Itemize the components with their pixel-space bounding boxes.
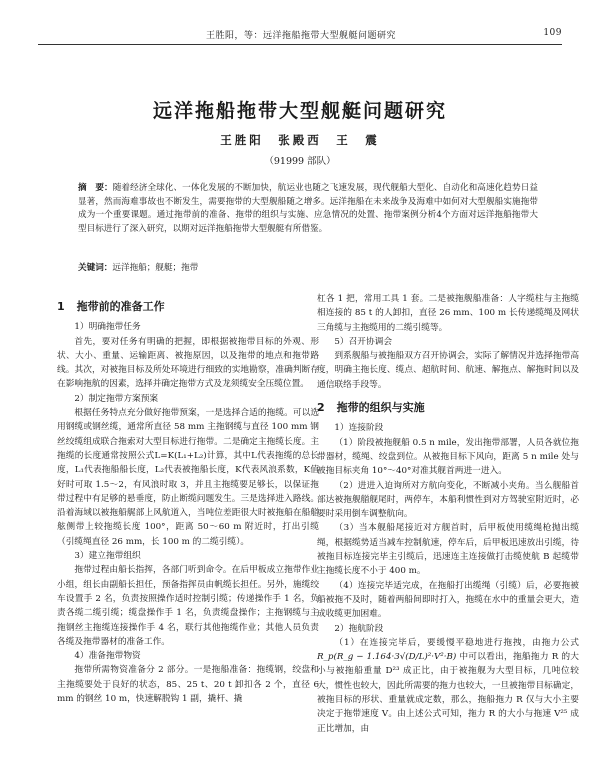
subsection-title: 1）明确拖带任务 (74, 322, 141, 333)
abstract (78, 182, 538, 236)
abstract-label: 摘 要： (78, 183, 113, 193)
subsection-title: 3）建立拖带组织 (74, 551, 141, 562)
running-title: 王胜阳，等：远洋拖船拖带大型舰艇问题研究 (205, 31, 396, 41)
paragraph: 杠各 1 把，常用工具 1 套。二是被拖舰船准备：人字缆柱与主拖缆相连接的 85 t 的人卸扣，直径 26 mm、100 m 长传递缆绳及网状三角缆与主拖缆用的二缆引缆等。 (317, 294, 579, 333)
authors: 王胜阳 张殿西 王 震 (220, 133, 380, 147)
paragraph: （1）在连接完毕后，要缓慢平稳地进行拖拽，由拖力公式 R_p(R_g − 1.164·3√(D/L)²·V²·B) 中可以看出，拖船拖力 R 的大小与被拖船重量 D²³ 成正比，由于被拖舰为大型目标，几吨位较大，惯性也较大，因此所需要的拖力也较大，一旦被拖带目标确定，被拖目标的形状、重量就成定数，那么，拖船拖力 R 仅与大小主要决定于拖带速度 V。由上述公式可知，拖力 R 的大小与拖速 V²⁵ 成正比增加，由 (317, 637, 579, 734)
subsection-title: 1）连接阶段 (334, 423, 384, 434)
running-header (40, 28, 562, 44)
paper-title: 远洋拖船拖带大型舰艇问题研究 (152, 100, 447, 122)
page-number: 109 (543, 28, 562, 38)
subsection-title: 5）召开协调会 (334, 336, 393, 347)
section-heading-1: 1 拖带前的准备工作 (57, 300, 165, 313)
header-rule (38, 44, 562, 45)
abstract-text: 随着经济全球化、一体化发展的不断加快，航运业也随之飞速发展，现代舰船大型化、自动化和高速化趋势日益显著，然而海难事故也不断发生，需要拖带的大型舰船随之增多。远洋拖船在未来战争及海难中如何对大型舰船实施拖带成为一个重要课题。通过拖带前的准备、拖带的组织与实施、应急情况的处置、拖带案例分析4个方面对远洋拖船拖带大型目标进行了深入研究，以期对远洋拖船拖带大型舰艇有所借鉴。 (78, 183, 538, 234)
affiliation: （91999 部队） (264, 156, 336, 167)
list-item: （4）连接完毕适完成，在拖船打出缆绳（引缆）后，必要拖被船被拖不及时，随着两船间即时打入，拖缆在水中的重量会更大，造成收缆更加困难。 (317, 580, 579, 620)
paragraph: 拖带过程由船长指挥，各部门听到命令。在后甲板成立拖带作业小组，组长由副船长担任，预备指挥员由帆缆长担任。另外，施缆绞车设置手 2 名，负责按照操作适时控制引缆；传递操作手 1 名，负责各缆二缆引缆；缆盘操作手 1 名，负责缆盘操作；主拖钢缆与主拖钢丝主拖缆连接操作手 4 名，联行其他拖缆作业；其他人员负责各缆及拖带器材的准备工作。 (57, 565, 319, 647)
subsection-title: 4）准备拖带物资 (74, 651, 141, 662)
list-item: （3）当本舰船尾接近对方舰首时，后甲板使用缆绳枪抛出缆绳，根据缆势适当减车控制航速，停车后，后甲板迅速放出引缆，待被拖目标连接完毕主引缆后，迅速连主连接做打击缆使航 B 起缆带主拖缆长度不小于 400 m。 (317, 523, 579, 577)
subsection-title: 2）拖航阶段 (334, 623, 384, 634)
keywords-label: 关键词： (78, 263, 113, 273)
formula: R_p(R_g − 1.164·3√(D/L)²·V²·B) (317, 652, 457, 663)
paragraph: 首先，要对任务有明确的把握，即根据被拖带目标的外观、形状、大小、重量、运输距离、被拖原因，以及拖带的地点和拖带路线。其次，对被拖目标及所处环境进行细致的实地勘察，准确判断存在影响拖航的因素，选择并确定拖带方式及龙须缆安全压缆位置。 (57, 336, 319, 390)
paragraph: 到系舰船与被拖船双方召开协调会，实际了解情况并选择拖带高度，明确主拖长度、缆点、超航时间、航速、解拖点、解拖时间以及通信联络手段等。 (317, 351, 579, 390)
section-heading-2: 2 拖带的组织与实施 (317, 401, 425, 415)
keywords (78, 262, 538, 275)
list-item: （2）进进入迫询所对方航向变化，不断减小夹角。当么舰船首部达被拖舰艏舰尾时，两停车，本船利惯性到对方驾驶室附近时，必要时采用倒车调整航向。 (317, 480, 579, 520)
paragraph: 根据任务特点充分做好拖带预案，一是选择合适的拖缆。可以选用钢缆或钢丝缆，通常所直径 58 mm 主拖钢缆与直径 100 mm 钢丝绞缆组成联合拖索对大型目标进行拖带。二是确定主拖缆长度。主拖缆的长度通常按照公式L=K(L₁+L₂)计算，其中L代表拖缆的总长度，L₁代表拖船船长度，L₂代表被拖船长度，K代表风浪系数，K值好时可取 1.5～2，有风浪时取 3，并且主拖缆要足够长，以保证拖带过程中有足够的悬垂度，防止断缆问题发生。三是选择进入路线。沿着海域以被拖船艉部上风航道入，当吨位差距很大时被拖船在船艏舷侧带上较拖缆长度 100°，距离 50～60 m 附近时，打出引缆（引缆绳直径 26 mm，长 100 m 的二缆引缆）。 (57, 408, 319, 547)
right-column (317, 292, 579, 736)
paragraph: 拖带所需物资准备分 2 部分。一是拖船准备：拖缆钢，绞盘和主拖缆要处于良好的状态，85、25 t、20 t 卸扣各 2 个，直径 6 mm 的钢丝 10 m，快速解脱钩 1 副，撬杆、撬 (57, 665, 319, 705)
subsection-title: 2）制定拖带方案预案 (74, 393, 159, 404)
keywords-text: 远洋拖船；舰艇；拖带 (112, 263, 199, 273)
left-column (57, 292, 319, 706)
list-item: （1）阶段被拖舰船 0.5 n mile，发出拖带部署，人员各就位拖带器材，缆绳、绞盘到位。从被拖目标下风向，距离 5 n mile 处与被拖目标夹角 10°～40°对准其舰首两进一进入。 (317, 437, 579, 477)
